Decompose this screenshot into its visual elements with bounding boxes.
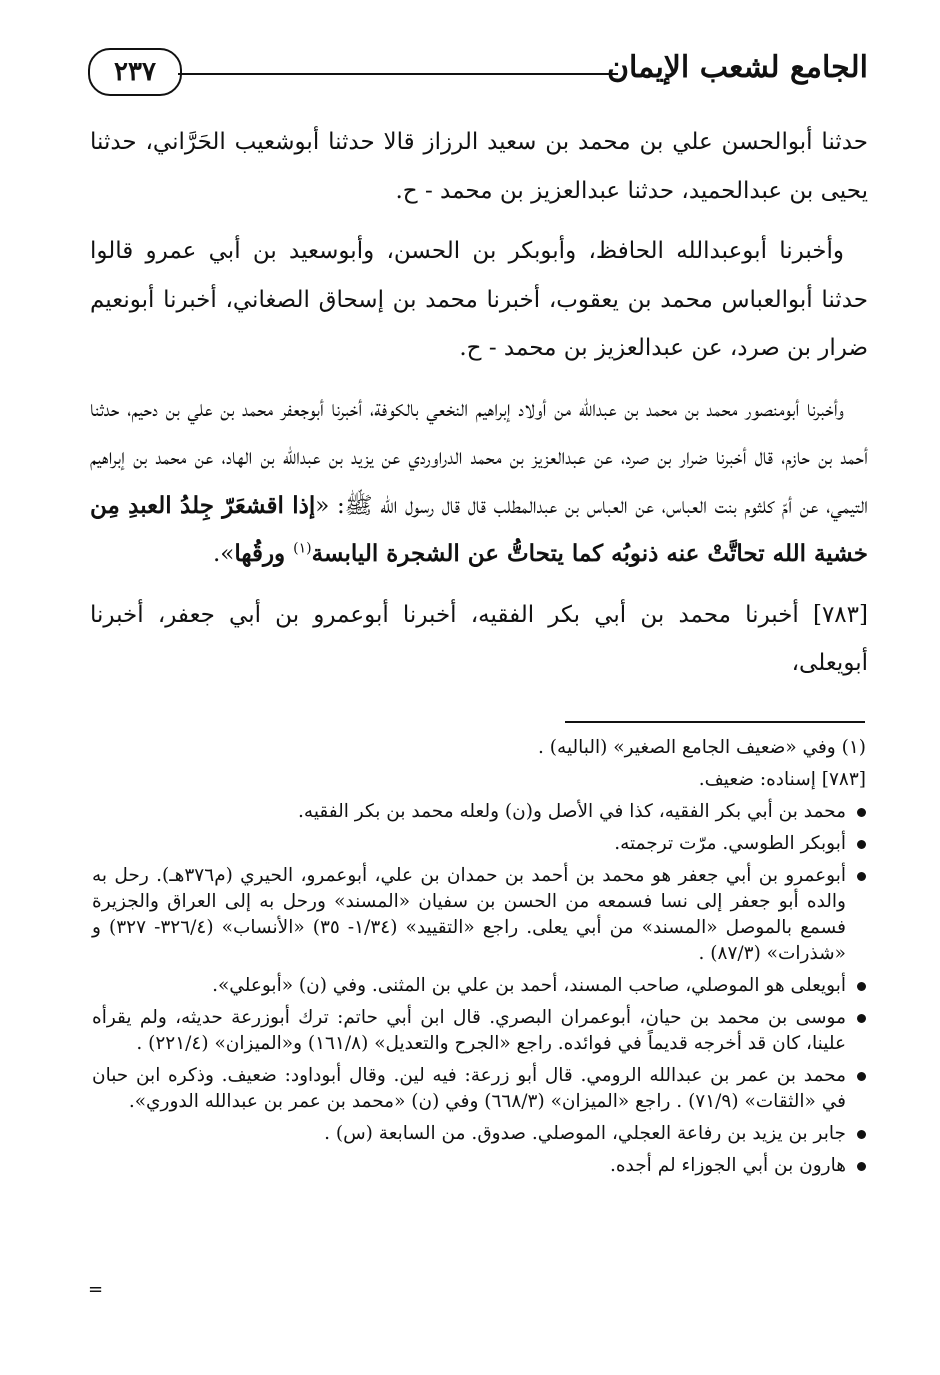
hadith-text-end: ورقُها — [234, 540, 294, 567]
bullet-icon — [857, 840, 866, 849]
bullet-icon — [857, 982, 866, 991]
narrator-note — [92, 1005, 866, 1057]
continuation-mark: = — [88, 1279, 104, 1300]
bullet-icon — [857, 1072, 866, 1081]
paragraph-783: [٧٨٣] أخبرنا محمد بن أبي بكر الفقيه، أخبرنا أبوعمرو بن أبي جعفر، أخبرنا أبويعلى، — [90, 601, 868, 676]
paragraph-2: وأخبرنا أبوعبدالله الحافظ، وأبوبكر بن الحسن، وأبوسعيد بن أبي عمرو قالوا حدثنا أبوالعباس محمد بن يعقوب، أخبرنا محمد بن إسحاق الصغاني، أخبرنا أبونعيم ضرار بن صرد، عن عبدالعزيز بن محمد - ح. — [90, 238, 868, 361]
narrator-note-text: أبوعمرو بن أبي جعفر هو محمد بن أحمد بن حمدان بن علي، أبوعمرو، الحيري (م٣٧٦هـ). رحل به والده أبو جعفر إلى نسا فسمعه من الحسن بن سفيان «المسند» ورحل به إلى العراق والجزيرة فسمع بالموصل «المسند» من أبي يعلى. راجع «التقييد» (١/٣٤- ٣٥) «الأنساب» (٣٢٦/٤- ٣٢٧) و «شذرات» (٨٧/٣) . — [92, 865, 847, 964]
bullet-icon — [857, 1162, 866, 1171]
narrator-note-text: أبويعلى هو الموصلي، صاحب المسند، أحمد بن علي بن المثنى. وفي (ن) «أبوعلي». — [212, 975, 846, 996]
bullet-icon — [857, 1014, 866, 1023]
narrator-note — [92, 799, 866, 825]
narrator-note — [92, 1121, 866, 1147]
narrator-note-text: محمد بن عمر بن عبدالله الرومي. قال أبو زرعة: فيه لين. وقال أبوداود: ضعيف. وذكره ابن حبان في «الثقات» (٧١/٩) . راجع «الميزان» (٦٦٨/٣) وفي (ن) «محمد بن عمر بن عبدالله الدوري». — [92, 1065, 846, 1112]
footnote-reference[interactable]: (١) — [293, 540, 312, 557]
footnotes — [92, 735, 866, 1185]
isnad-grading: [٧٨٣] إسناده: ضعيف. — [698, 769, 866, 790]
narrator-note — [92, 973, 866, 999]
hadith-text: إذا اقشعَرّ جِلدُ العبدِ مِن خشية الله تحاتَّتْ عنه ذنوبُه كما يتحاتُّ عن الشجرة اليابسة — [90, 491, 868, 567]
header-rule — [178, 73, 618, 75]
running-header — [88, 40, 868, 102]
paragraph-3 — [90, 385, 868, 579]
narrator-note-text: هارون بن أبي الجوزاء لم أجده. — [609, 1155, 846, 1176]
bullet-icon — [857, 1130, 866, 1139]
narrator-note-text: جابر بن يزيد بن رفاعة العجلي، الموصلي. صدوق. من السابعة (س) . — [324, 1123, 846, 1144]
narrator-note-text: محمد بن أبي بكر الفقيه، كذا في الأصل و(ن) ولعله محمد بن بكر الفقيه. — [298, 801, 846, 822]
page-number: ٢٣٧ — [88, 48, 182, 96]
header-title: الجامع لشعب الإيمان — [606, 50, 868, 85]
narrator-list — [92, 799, 866, 1179]
narrator-note-text: موسى بن محمد بن حيان، أبوعمران البصري. قال ابن أبي حاتم: ترك أبوزرعة حديثه، ولم يقرأه علينا، كان قد أخرجه قديماً في فوائده. راجع «الجرح والتعديل» (١٦١/٨) و«الميزان» (٢٢١/٤) . — [92, 1007, 846, 1054]
bullet-icon — [857, 808, 866, 817]
bullet-icon — [857, 872, 866, 881]
paragraph-1: حدثنا أبوالحسن علي بن محمد بن سعيد الرزاز قالا حدثنا أبوشعيب الحَرَّاني، حدثنا يحيى بن عبدالحميد، حدثنا عبدالعزيز بن محمد - ح. — [90, 129, 868, 204]
footnote-separator — [565, 721, 865, 723]
narrator-note — [92, 863, 866, 967]
main-text — [90, 118, 868, 700]
narrator-note — [92, 1063, 866, 1115]
narrator-note — [92, 1153, 866, 1179]
paragraph-3-closing: ». — [212, 541, 235, 567]
footnote-1: (١) وفي «ضعيف الجامع الصغير» (الباليه) . — [538, 737, 866, 758]
narrator-note-text: أبوبكر الطوسي. مرّت ترجمته. — [614, 833, 846, 854]
paragraph-3-intro: وأخبرنا أبومنصور محمد بن محمد بن عبدالله من أولاد إبراهيم النخعي بالكوفة، أخبرنا أبوجعفر محمد بن علي بن دحيم، حدثنا أحمد بن حازم، قال أخبرنا ضرار بن صرد، عن عبدالعزيز بن محمد الدراوردي عن يزيد بن عبدالله بن الهاد، عن محمد بن إبراهيم التيمي، عن أمّ كلثوم بنت العباس، عن العباس بن عبدالمطلب قال قال رسول الله ﷺ: « — [90, 395, 868, 519]
narrator-note — [92, 831, 866, 857]
